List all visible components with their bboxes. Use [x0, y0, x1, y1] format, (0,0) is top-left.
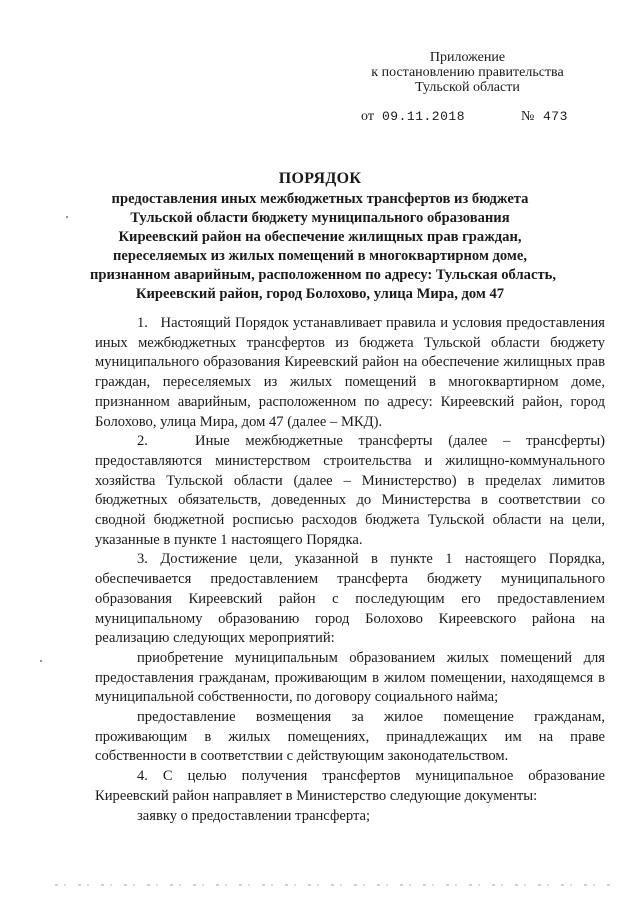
paragraph-2: 2. Иные межбюджетные трансферты (далее – трансферты) предоставляются министерством строительства и жилищно-коммунального хозяйства Тульской области (далее – Министерство) в пределах лимитов бюджетных обязательств, доведенных до Министерства в соответствии со сводной бюджетной росписью расходов бюджета Тульской области на цели, указанные в пункте 1 настоящего Порядка. [95, 433, 605, 548]
scan-speck [40, 660, 42, 662]
scan-noise-line [55, 884, 615, 886]
paragraph-1: 1. Настоящий Порядок устанавливает правила и условия предоставления иных межбюджетных трансфертов из бюджета Тульской области бюджету муниципального образования Киреевский район на обеспечение жилищных прав граждан, переселяемых из жилых помещений в многоквартирном доме, признанном аварийным, расположенном по адресу: Киреевский район, город Болохово, улица Мира, дом 47 (далее – МКД). [95, 315, 605, 430]
paragraph-4: 4. С целью получения трансфертов муниципальное образование Киреевский район направляет в Министерство следующие документы: [95, 768, 605, 804]
subtitle-line: предоставления иных межбюджетных трансфертов из бюджета [111, 191, 529, 207]
date-prefix: от [361, 109, 374, 124]
subtitle-line: Киреевский район на обеспечение жилищных прав граждан, [118, 229, 522, 245]
decree-number: 473 [543, 109, 568, 124]
decree-date: 09.11.2018 [382, 109, 466, 124]
number-prefix: № [521, 109, 535, 124]
subtitle-line: переселяемых из жилых помещений в многоквартирном доме, [112, 248, 527, 264]
document-title: ПОРЯДОК [278, 170, 362, 187]
paragraph-3: 3. Достижение цели, указанной в пункте 1 настоящего Порядка, обеспечивается предоставлением трансферта бюджету муниципального образования Киреевский район с последующим его предоставлением муниципальному образованию город Болохово Киреевского района на реализацию следующих мероприятий: [95, 551, 605, 647]
paragraph-4-item-1: заявку о предоставлении трансферта; [137, 807, 371, 824]
attachment-line: Тульской области [415, 80, 520, 95]
attachment-line: к постановлению правительства [371, 65, 564, 80]
subtitle-line: Тульской области бюджету муниципального образования [130, 210, 510, 226]
decree-date-number [361, 109, 568, 125]
document-subtitle [90, 190, 556, 304]
paragraph-3-item-2: предоставление возмещения за жилое помещение гражданам, проживающим в жилых помещениях, принадлежащих им на праве собственности в соответствии с действующим законодательством. [95, 709, 605, 765]
paragraph-3-item-1: приобретение муниципальным образованием жилых помещений для предоставления гражданам, проживающим в жилом помещении, находящемся в муниципальной собственности, по договору социального найма; [95, 649, 605, 706]
attachment-header [360, 50, 575, 95]
subtitle-line: признанном аварийным, расположенном по адресу: Тульская область, [90, 267, 556, 283]
document-body [95, 314, 605, 826]
subtitle-line: Киреевский район, город Болохово, улица Мира, дом 47 [135, 286, 505, 302]
attachment-line: Приложение [429, 50, 506, 65]
scan-speck [66, 216, 68, 218]
